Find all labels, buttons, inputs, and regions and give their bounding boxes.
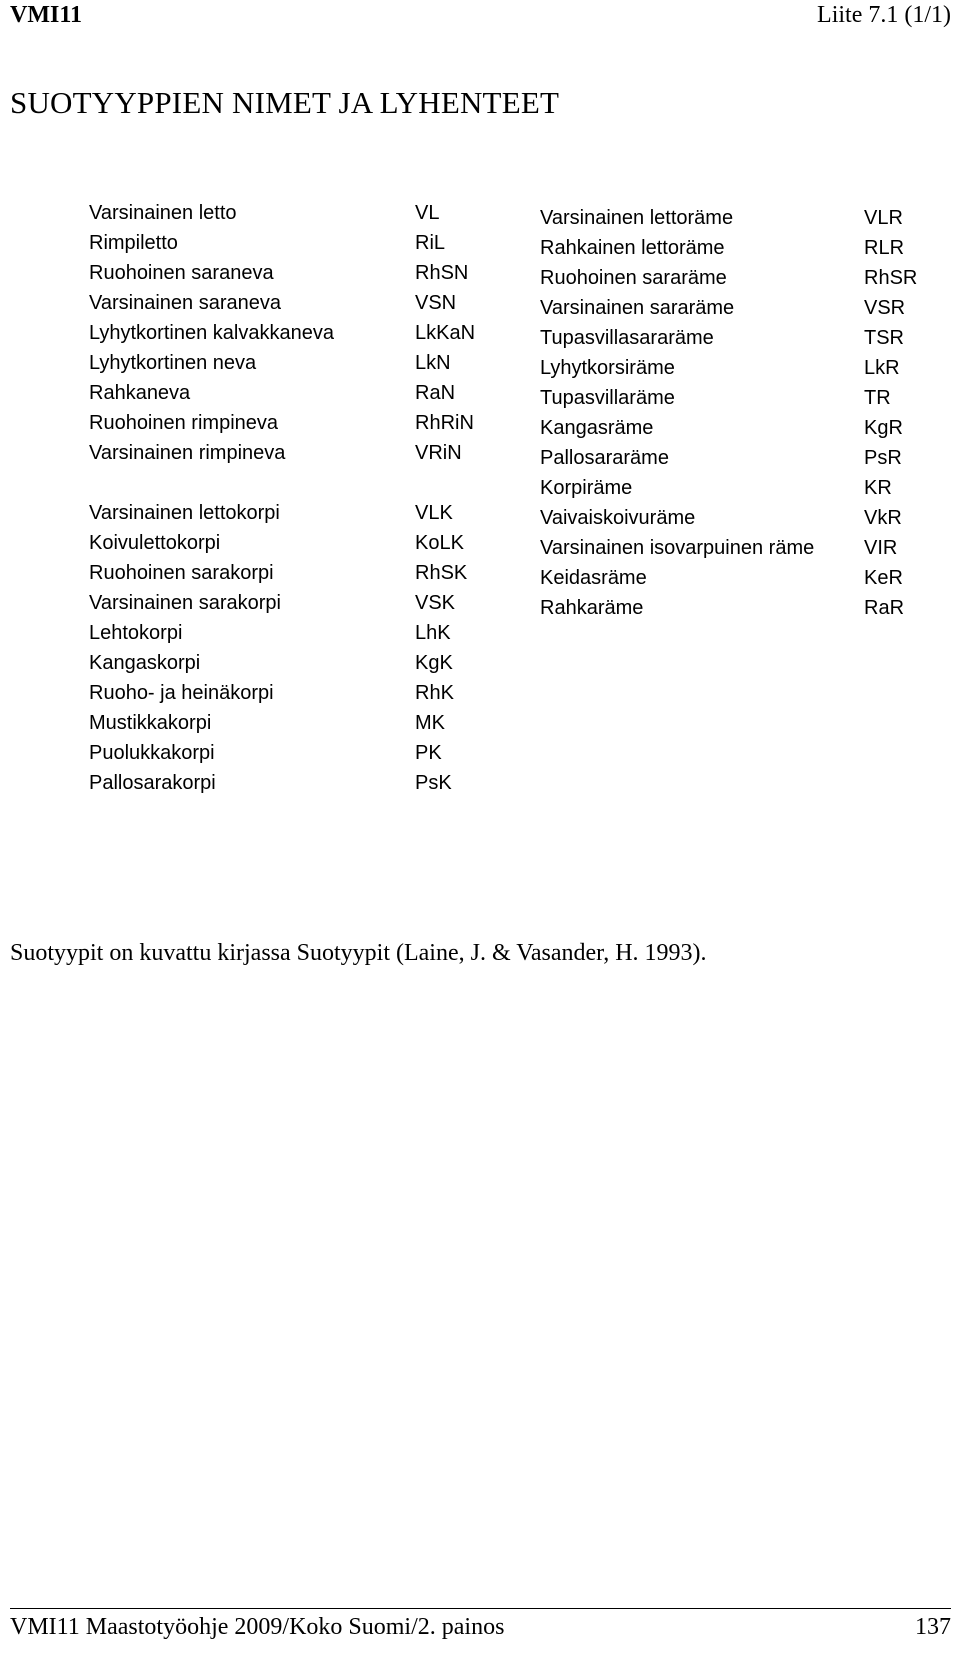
mire-type-name: Varsinainen sarakorpi [89,592,281,614]
mire-type-abbreviation: VRiN [415,442,462,464]
fen-and-spruce-mire-list [89,198,489,798]
list-item [89,318,489,348]
list-item [540,233,920,263]
mire-type-abbreviation: RaR [864,597,905,619]
mire-type-abbreviation: VkR [864,507,902,529]
list-item [540,443,920,473]
reference-note: Suotyypit on kuvattu kirjassa Suotyypit (Laine, J. & Vasander, H. 1993). [10,940,707,966]
mire-type-abbreviation: PsK [415,772,452,794]
list-item [89,588,489,618]
mire-type-name: Rimpiletto [89,232,178,254]
mire-type-abbreviation: PsR [864,447,902,469]
list-item [540,293,920,323]
spruce-mire-types-group [89,498,489,798]
mire-type-abbreviation: MK [415,712,445,734]
mire-type-name: Ruohoinen sarakorpi [89,562,274,584]
mire-type-name: Ruohoinen rimpineva [89,412,279,434]
mire-type-name: Varsinainen rimpineva [89,442,286,464]
mire-type-abbreviation: RhRiN [415,412,474,434]
list-item [540,503,920,533]
list-item [540,203,920,233]
mire-type-abbreviation: LkKaN [415,322,476,344]
list-item [540,563,920,593]
mire-type-abbreviation: VSN [415,292,457,314]
list-item [540,413,920,443]
mire-type-abbreviation: RhSR [864,267,918,289]
list-item [89,498,489,528]
list-item [89,618,489,648]
mire-type-name: Ruohoinen sararäme [540,267,727,289]
mire-type-name: Rahkaräme [540,597,644,619]
list-item [89,738,489,768]
mire-type-abbreviation: RhSN [415,262,469,284]
mire-type-abbreviation: TSR [864,327,904,349]
list-item [540,263,920,293]
list-item [89,648,489,678]
mire-type-abbreviation: RLR [864,237,905,259]
mire-type-name: Tupasvillasararäme [540,327,714,349]
mire-type-abbreviation: KgK [415,652,453,674]
appendix-label: Liite 7.1 (1/1) [817,2,951,28]
mire-type-abbreviation: LkN [415,352,451,374]
mire-type-name: Tupasvillaräme [540,387,675,409]
list-item [540,353,920,383]
list-item [89,678,489,708]
list-item [540,323,920,353]
mire-type-name: Pallosararäme [540,447,669,469]
mire-type-name: Lyhytkorsiräme [540,357,675,379]
mire-type-abbreviation: KgR [864,417,903,439]
mire-type-name: Lyhytkortinen kalvakkaneva [89,322,334,344]
list-item [89,258,489,288]
list-item [540,383,920,413]
mire-type-name: Puolukkakorpi [89,742,215,764]
page-title: SUOTYYPPIEN NIMET JA LYHENTEET [10,85,560,120]
mire-type-abbreviation: RhK [415,682,454,704]
page-number: 137 [915,1614,951,1640]
mire-type-abbreviation: LhK [415,622,451,644]
mire-type-abbreviation: RaN [415,382,456,404]
mire-type-name: Varsinainen lettokorpi [89,502,280,524]
mire-type-abbreviation: KR [864,477,892,499]
mire-type-name: Varsinainen isovarpuinen räme [540,537,815,559]
mire-type-name: Varsinainen saraneva [89,292,281,314]
mire-type-abbreviation: VL [415,202,440,224]
mire-type-name: Lyhytkortinen neva [89,352,257,374]
list-item [89,348,489,378]
mire-type-name: Varsinainen letto [89,202,237,224]
mire-type-name: Ruoho- ja heinäkorpi [89,682,274,704]
mire-type-abbreviation: PK [415,742,442,764]
mire-type-abbreviation: KeR [864,567,903,589]
mire-type-name: Kangasräme [540,417,654,439]
mire-type-name: Lehtokorpi [89,622,183,644]
mire-type-abbreviation: VLK [415,502,453,524]
list-item [89,198,489,228]
mire-type-name: Varsinainen lettoräme [540,207,734,229]
mire-type-name: Rahkaneva [89,382,191,404]
list-item [89,438,489,468]
mire-type-abbreviation: VIR [864,537,898,559]
mire-type-abbreviation: TR [864,387,891,409]
list-item [540,533,920,563]
list-item [89,708,489,738]
mire-type-abbreviation: LkR [864,357,900,379]
mire-type-name: Rahkainen lettoräme [540,237,725,259]
mire-type-name: Varsinainen sararäme [540,297,735,319]
mire-type-abbreviation: VLR [864,207,903,229]
mire-type-name: Keidasräme [540,567,647,589]
mire-type-name: Koivulettokorpi [89,532,221,554]
mire-type-name: Vaivaiskoivuräme [540,507,696,529]
footer-divider [10,1608,951,1609]
mire-type-name: Pallosarakorpi [89,772,216,794]
list-item [89,378,489,408]
mire-type-abbreviation: VSR [864,297,906,319]
mire-type-name: Kangaskorpi [89,652,201,674]
mire-type-name: Mustikkakorpi [89,712,212,734]
mire-type-abbreviation: KoLK [415,532,464,554]
fen-types-group [89,198,489,468]
list-item [89,408,489,438]
list-item [540,473,920,503]
list-item [89,228,489,258]
list-item [89,528,489,558]
mire-type-abbreviation: VSK [415,592,456,614]
list-item [89,558,489,588]
mire-type-abbreviation: RiL [415,232,446,254]
pine-mire-list [540,203,920,623]
mire-type-name: Korpiräme [540,477,633,499]
mire-type-name: Ruohoinen saraneva [89,262,274,284]
list-item [89,288,489,318]
document-id: VMI11 [10,2,82,28]
list-item [89,768,489,798]
footer-document-title: VMI11 Maastotyöohje 2009/Koko Suomi/2. painos [10,1614,505,1640]
mire-type-abbreviation: RhSK [415,562,468,584]
list-item [540,593,920,623]
